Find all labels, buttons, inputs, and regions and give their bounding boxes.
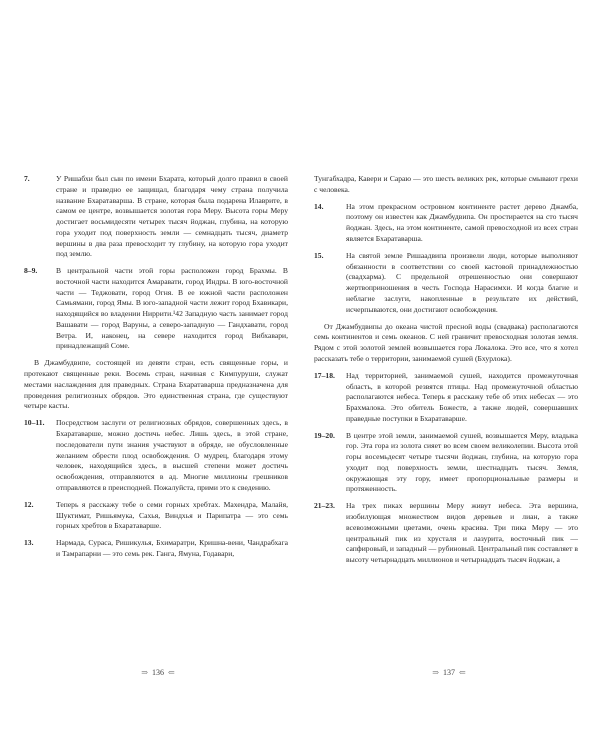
verse-text: На святой земле Ришаадвипа произвели люди, которые выполняют обязанности в соответствии со своей кастовой принадлежностью (свадхарма). С предельной отрешенностью они совершают жертвоприношения в честь Господа Нарасимхи. И когда благие и неблагие заслуги, накопленные в результате их действий, исчерпываются, они достигают освобождения. xyxy=(346,250,578,314)
verse-number: 8–9. xyxy=(24,266,38,276)
verse-text: На трех пиках вершины Меру живут небеса. Эта вершина, изобилующая множеством видов деревьев и лиан, а также всевозможными цветами, очень красива. Три пика Меру — это центральный пик из хрусталя и лазурита, восточный пик — сапфировый, и западный — рубиновый. Центральный пик составляет в высоту четырнадцать миллионов и четырнадцать тысяч йоджан, а xyxy=(346,501,578,565)
verse xyxy=(314,251,578,316)
verse-number: 19–20. xyxy=(314,430,335,440)
arrow-right-icon: ⇒ xyxy=(141,668,148,677)
continued-text: Тунгабхадра, Кавери и Сараю — это шесть великих рек, которые смывают грехи с человека. xyxy=(314,174,578,194)
arrow-left-icon: ⇐ xyxy=(168,668,175,677)
verse-text: Теперь я расскажу тебе о семи горных хребтах. Махендра, Малайя, Шуктимат, Ришьямука, Сахья, Виндхья и Парипатра — это семь горных хребтов в Бхаратаварше. xyxy=(56,499,288,531)
verse xyxy=(314,501,578,566)
verse-text: У Ришабхи был сын по имени Бхарата, который долго правил в своей стране и праведно ее защищал, благодаря чему страна получила название Бхаратаварша. В стране, которая была подарена Илаврите, в самом ее центре, возвышается золотая гора Меру. Высота горы Меру достигает восьмидесяти четырех тысяч йоджан, глубина, на которую гора уходит под поверхность земли — семнадцать тысяч, диаметр вершины в два раза превосходит ту глубину, на которую гора уходит под землю. xyxy=(56,174,288,259)
verse-number: 10–11. xyxy=(24,418,45,428)
verse-number: 13. xyxy=(24,538,34,548)
left-page-number xyxy=(98,668,218,677)
verse-number: 12. xyxy=(24,499,34,509)
arrow-right-icon: ⇒ xyxy=(432,668,439,677)
verse-number: 17–18. xyxy=(314,370,335,380)
verse-text: В центральной части этой горы расположен город Брахмы. В восточной части находится Амаравати, город Индры. В юго-восточной части — Теджовати, город Огня. В ее южной части расположен Самьямани, город Ямы. В юго-западной части лежит город Бхавикари, находящийся во владении Ниррити.¹42 Западную часть занимает город Вашавати — город Варуны, а северо-западную — Гандхавати, город Ветра. И, наконец, на севере находится город Вибхавари, принадлежащий Соме. xyxy=(56,266,288,351)
verse-number: 14. xyxy=(314,201,324,211)
verse xyxy=(24,500,288,532)
right-page xyxy=(314,174,578,572)
right-page-number xyxy=(389,668,509,677)
page-number-text: 137 xyxy=(443,668,455,677)
verse xyxy=(24,174,288,260)
verse-text: Над территорией, занимаемой сушей, находится промежуточная область, в которой резвятся птицы. Над промежуточной областью располагаются небеса. Теперь я расскажу тебе об этих небесах — это Брахмалока. Это обитель Божеств, а также людей, совершавших праведные поступки в Бхаратаварше. xyxy=(346,370,578,423)
verse xyxy=(314,202,578,245)
arrow-left-icon: ⇐ xyxy=(459,668,466,677)
page-number-text: 136 xyxy=(152,668,164,677)
verse xyxy=(24,538,288,560)
verse xyxy=(24,418,288,493)
left-page xyxy=(24,174,288,566)
verse xyxy=(314,371,578,425)
verse xyxy=(314,431,578,496)
verse-number: 21–23. xyxy=(314,501,335,511)
paragraph: В Джамбудвипе, состоящей из девяти стран, есть священные горы, и протекают священные реки. Восемь стран, начиная с Кимпуруши, служат местами наслаждения для праведных. Страна Бхаратаварша предназначена для проведения религиозных обрядов. Это единственная страна, где существуют четыре касты. xyxy=(24,358,288,411)
verse-text: Посредством заслуги от религиозных обрядов, совершенных здесь, в Бхаратаварше, можно достичь небес. Лишь здесь, в этой стране, последователи пути знания участвуют в обряде, не обусловленные желанием обрести плод освобождения. О мудрец, благодаря этому человек, находящийся здесь, в высшей степени может достичь освобождения, отправляются в ад. Многие миллионы грешников отправляются в преисподней. Пожалуйста, прими это к сведению. xyxy=(56,418,288,492)
verse-number: 7. xyxy=(24,174,30,183)
paragraph: От Джамбудвипы до океана чистой пресной воды (свадвака) располагаются семь континентов и семь океанов. С ней граничит превосходная золотая земля. Рядом с этой золотой землей возвышается гора Локалока. Это все, что я хотел рассказать тебе о территории, занимаемой сушей (Бхурлока). xyxy=(314,321,578,363)
verse-text: Нармада, Сураса, Ришикулья, Бхимаратри, Кришна-вени, Чандрабхага и Тамрапарни — это семь рек. Ганга, Ямуна, Годавари, xyxy=(56,538,288,558)
verse-text: На этом прекрасном островном континенте растет дерево Джамба, поэтому он известен как Джамбудвипа. Он простирается на сто тысяч йоджан. Здесь, на этом континенте, самой превосходной из всех стран является Бхаратаварша. xyxy=(346,201,578,243)
verse-number: 15. xyxy=(314,250,324,260)
verse-text: В центре этой земли, занимаемой сушей, возвышается Меру, владыка гор. Эта гора из золота сияет во всем своем великолепии. Высота этой горы восемьдесят четыре тысячи йоджан, глубина, на которую гора уходит под поверхность земли, шестнадцать тысяч. Земля, окружающая эту гору, имеет пропорциональные размеры и протяженность. xyxy=(346,430,578,494)
verse xyxy=(24,266,288,352)
